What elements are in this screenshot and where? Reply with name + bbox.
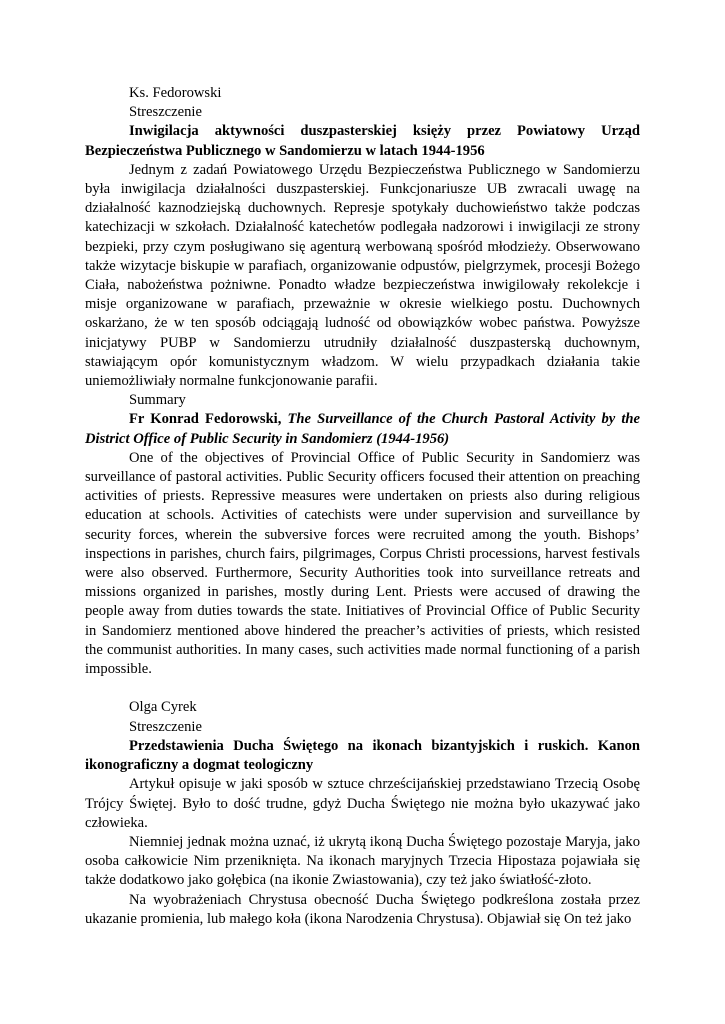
entry1-author: Ks. Fedorowski bbox=[129, 85, 222, 101]
entry1-title-en bbox=[85, 410, 640, 448]
entry2-author: Olga Cyrek bbox=[129, 699, 197, 716]
entry1-heading-en: Summary bbox=[129, 392, 186, 409]
entry1-title-pl: Inwigilacja aktywności duszpasterskiej księży przez Powiatowy Urząd Bezpieczeństwa Publicznego w Sandomierzu w latach 1944-1956 bbox=[85, 123, 640, 159]
entry2-heading-pl: Streszczenie bbox=[129, 718, 202, 735]
entry2-paragraph: Niemniej jednak można uznać, iż ukrytą ikoną Ducha Świętego pozostaje Maryja, jako osoba całkowicie Nim przeniknięta. Na ikonach maryjnych Trzecia Hipostaza pojawiała się także dodatkowo jako gołębica (na ikonie Zwiastowania), czy też jako światłość-złoto. bbox=[85, 833, 640, 889]
entry1-abstract-pl: Jednym z zadań Powiatowego Urzędu Bezpieczeństwa Publicznego w Sandomierzu była inwigilacja działalności duszpasterskiej. Funkcjonariusze UB zwracali uwagę na działalność kaznodziejską duchownych. Represje spotykały duchowieństwo także podczas katechizacji w szkołach. Działalność katechetów podlegała nadzorowi i inwigilacji ze strony bezpieki, przy czym posługiwano się agenturą werbowaną spośród młodzieży. Obserwowano także wizytacje biskupie w parafiach, organizowanie odpustów, pielgrzymek, procesji Bożego Ciała, nabożeństwa pożniwne. Ponadto władze bezpieczeństwa inwigilowały rekolekcje i misje organizowane w parafiach, przeważnie w okresie wielkiego postu. Duchownych oskarżano, że w ten sposób odciągają ludność od obowiązków wobec państwa. Powyższe inicjatywy PUBP w Sandomierzu utrudniły działalność duszpasterską duchownym, stawiającym opór komunistycznym władzom. W wielu przypadkach działania takie uniemożliwiały normalne funkcjonowanie parafii. bbox=[85, 161, 640, 390]
entry2-paragraph: Na wyobrażeniach Chrystusa obecność Ducha Świętego podkreślona została przez ukazanie promienia, lub małego koła (ikona Narodzenia Chrystusa). Objawiał się On też jako bbox=[85, 891, 640, 927]
entry1-heading-pl: Streszczenie bbox=[129, 104, 202, 121]
entry1-title-en-text: The Surveillance of the Church Pastoral Activity by the District Office of Public Security in Sandomierz (1944-1956) bbox=[85, 411, 640, 447]
entry2-title-pl: Przedstawienia Ducha Świętego na ikonach bizantyjskich i ruskich. Kanon ikonograficzny a dogmat teologiczny bbox=[85, 737, 640, 774]
document-page bbox=[85, 84, 640, 929]
blank-line bbox=[85, 679, 640, 698]
entry1-abstract-en: One of the objectives of Provincial Office of Public Security in Sandomierz was surveillance of pastoral activities. Public Security officers focused their attention on preaching activities of priests. Repressive measures were undertaken on priests also during religious education at schools. Activities of catechists were under supervision and surveillance by security forces, wherein the subversive forces were recruited among the youth. Bishops’ inspections in parishes, church fairs, pilgrimages, Corpus Christi processions, harvest festivals were also observed. Furthermore, Security Authorities took into surveillance retreats and missions organized in parishes, mostly during Lent. Priests were accused of drawing the people away from duties towards the state. Initiatives of Provincial Office of Public Security in Sandomierz mentioned above hindered the preacher’s activities of priests, which resisted the communist authorities. In many cases, such activities made normal functioning of a parish impossible. bbox=[85, 449, 640, 678]
entry2-paragraph: Artykuł opisuje w jaki sposób w sztuce chrześcijańskiej przedstawiano Trzecią Osobę Trójcy Świętej. Było to dość trudne, gdyż Ducha Świętego nie można było ukazywać jako człowieka. bbox=[85, 776, 640, 831]
entry1-author-en: Fr Konrad Fedorowski, bbox=[129, 411, 282, 428]
